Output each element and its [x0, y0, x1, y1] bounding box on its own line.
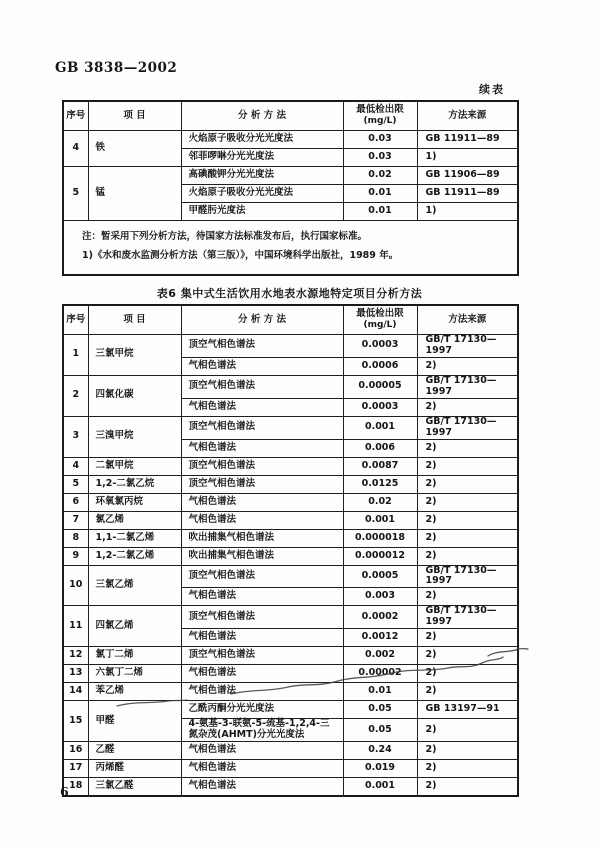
header-limit-unit: (mg/L)	[363, 116, 397, 127]
cell-item: 丙烯醛	[88, 760, 181, 778]
table-header-row	[63, 305, 518, 335]
cell-item: 锰	[88, 167, 181, 221]
cell-source: 2)	[417, 357, 518, 375]
table6	[62, 304, 519, 797]
cell-item: 乙醛	[88, 742, 181, 760]
cell-limit: 0.0006	[343, 357, 417, 375]
cell-limit: 0.0003	[343, 398, 417, 416]
cell-item: 三氯甲烷	[88, 335, 181, 376]
cell-method: 顶空气相色谱法	[181, 475, 343, 493]
cell-method: 火焰原子吸收分光光度法	[181, 185, 343, 203]
cell-item: 苯乙烯	[88, 683, 181, 701]
cell-item: 三氯乙醛	[88, 778, 181, 797]
cell-no: 9	[63, 547, 88, 565]
header-no: 序号	[63, 305, 88, 335]
cell-no: 11	[63, 606, 88, 647]
cell-method: 顶空气相色谱法	[181, 606, 343, 629]
cell-limit: 0.001	[343, 416, 417, 439]
cell-no: 14	[63, 683, 88, 701]
table-row	[63, 547, 518, 565]
cell-source: 1)	[417, 149, 518, 167]
cell-limit: 0.00005	[343, 375, 417, 398]
table-row	[63, 493, 518, 511]
cell-no: 17	[63, 760, 88, 778]
cell-item: 三溴甲烷	[88, 416, 181, 457]
cell-method: 顶空气相色谱法	[181, 335, 343, 358]
table-row	[63, 647, 518, 665]
header-source: 方法来源	[417, 101, 518, 131]
cell-limit: 0.01	[343, 203, 417, 221]
cell-item: 1,1-二氯乙烯	[88, 529, 181, 547]
cell-limit: 0.001	[343, 778, 417, 797]
cell-limit: 0.006	[343, 439, 417, 457]
cell-method: 4-氨基-3-联氨-5-巯基-1,2,4-三氮杂茂(AHMT)分光光度法	[181, 719, 343, 742]
table-row	[63, 335, 518, 358]
cell-limit: 0.24	[343, 742, 417, 760]
header-limit	[343, 101, 417, 131]
cell-item: 氯乙烯	[88, 511, 181, 529]
cell-no: 13	[63, 665, 88, 683]
table-row	[63, 511, 518, 529]
cell-no: 6	[63, 493, 88, 511]
table-row	[63, 742, 518, 760]
cell-limit: 0.01	[343, 683, 417, 701]
cell-item: 二氯甲烷	[88, 457, 181, 475]
cell-source: 2)	[417, 665, 518, 683]
cell-source: GB/T 17130—1997	[417, 606, 518, 629]
cell-method: 气相色谱法	[181, 398, 343, 416]
cell-method: 吹出捕集气相色谱法	[181, 547, 343, 565]
table-notes-row	[63, 221, 518, 276]
cell-method: 气相色谱法	[181, 760, 343, 778]
table-notes-cell	[63, 221, 518, 276]
cell-limit: 0.0003	[343, 335, 417, 358]
cell-method: 气相色谱法	[181, 683, 343, 701]
cell-method: 气相色谱法	[181, 778, 343, 797]
cell-source: 2)	[417, 588, 518, 606]
cell-source: 1)	[417, 203, 518, 221]
cell-source: 2)	[417, 398, 518, 416]
cell-limit: 0.05	[343, 719, 417, 742]
continued-table-label: 续表	[479, 83, 505, 96]
cell-source: 2)	[417, 475, 518, 493]
cell-source: 2)	[417, 719, 518, 742]
cell-item: 1,2-二氯乙烯	[88, 547, 181, 565]
cell-source: GB/T 17130—1997	[417, 375, 518, 398]
cell-item: 甲醛	[88, 701, 181, 742]
cell-item: 环氧氯丙烷	[88, 493, 181, 511]
table-row	[63, 606, 518, 629]
cell-limit: 0.03	[343, 149, 417, 167]
cell-limit: 0.02	[343, 493, 417, 511]
cell-no: 15	[63, 701, 88, 742]
cell-source: GB 11911—89	[417, 185, 518, 203]
cell-no: 1	[63, 335, 88, 376]
cell-limit: 0.00002	[343, 665, 417, 683]
cell-item: 铁	[88, 131, 181, 167]
table-row	[63, 375, 518, 398]
note-line: 1)《水和废水监测分析方法（第三版）》，中国环境科学出版社，1989 年。	[82, 249, 399, 261]
cell-method: 高碘酸钾分光光度法	[181, 167, 343, 185]
cell-no: 12	[63, 647, 88, 665]
cell-source: 2)	[417, 457, 518, 475]
cell-source: GB 11906—89	[417, 167, 518, 185]
table-row	[63, 778, 518, 797]
header-limit-unit: (mg/L)	[363, 320, 397, 331]
cell-method: 气相色谱法	[181, 665, 343, 683]
cell-source: 2)	[417, 493, 518, 511]
cell-limit: 0.03	[343, 131, 417, 149]
cell-limit: 0.001	[343, 511, 417, 529]
cell-item: 四氯乙烯	[88, 606, 181, 647]
cell-source: GB/T 17130—1997	[417, 416, 518, 439]
table-header-row	[63, 101, 518, 131]
cell-source: 2)	[417, 683, 518, 701]
cell-method: 气相色谱法	[181, 357, 343, 375]
cell-source: 2)	[417, 760, 518, 778]
cell-limit: 0.0005	[343, 565, 417, 588]
cell-source: 2)	[417, 742, 518, 760]
cell-method: 顶空气相色谱法	[181, 565, 343, 588]
cell-method: 气相色谱法	[181, 493, 343, 511]
table-row	[63, 416, 518, 439]
table-row	[63, 565, 518, 588]
table-row	[63, 665, 518, 683]
cell-method: 顶空气相色谱法	[181, 375, 343, 398]
cell-source: GB/T 17130—1997	[417, 335, 518, 358]
cell-method: 吹出捕集气相色谱法	[181, 529, 343, 547]
cell-source: GB 11911—89	[417, 131, 518, 149]
cell-method: 气相色谱法	[181, 588, 343, 606]
cell-method: 火焰原子吸收分光光度法	[181, 131, 343, 149]
header-limit	[343, 305, 417, 335]
cell-no: 4	[63, 457, 88, 475]
cell-no: 7	[63, 511, 88, 529]
cell-limit: 0.003	[343, 588, 417, 606]
cell-method: 顶空气相色谱法	[181, 457, 343, 475]
cell-limit: 0.0012	[343, 629, 417, 647]
cell-limit: 0.000012	[343, 547, 417, 565]
cell-method: 邻菲啰啉分光光度法	[181, 149, 343, 167]
cell-limit: 0.0125	[343, 475, 417, 493]
cell-method: 气相色谱法	[181, 439, 343, 457]
header-limit-main: 最低检出限	[356, 308, 404, 320]
table-row	[63, 475, 518, 493]
cell-source: 2)	[417, 529, 518, 547]
cell-item: 1,2-二氯乙烷	[88, 475, 181, 493]
cell-method: 气相色谱法	[181, 742, 343, 760]
cell-method: 气相色谱法	[181, 511, 343, 529]
cell-method: 气相色谱法	[181, 629, 343, 647]
table-row	[63, 760, 518, 778]
header-limit-main: 最低检出限	[356, 104, 404, 116]
cell-item: 氯丁二烯	[88, 647, 181, 665]
header-method: 分 析 方 法	[181, 101, 343, 131]
page-number: 6	[60, 784, 69, 799]
note-line: 注：暂采用下列分析方法，待国家方法标准发布后，执行国家标准。	[82, 231, 368, 242]
cell-limit: 0.019	[343, 760, 417, 778]
cell-no: 10	[63, 565, 88, 606]
cell-limit: 0.0002	[343, 606, 417, 629]
cell-source: 2)	[417, 647, 518, 665]
table-row	[63, 131, 518, 149]
cell-method: 甲醛肟光度法	[181, 203, 343, 221]
cell-source: 2)	[417, 547, 518, 565]
cell-source: 2)	[417, 511, 518, 529]
table-row	[63, 683, 518, 701]
cell-method: 顶空气相色谱法	[181, 416, 343, 439]
cell-source: 2)	[417, 629, 518, 647]
cell-no: 2	[63, 375, 88, 416]
cell-no: 8	[63, 529, 88, 547]
cell-source: 2)	[417, 778, 518, 797]
table6-title: 表6 集中式生活饮用水地表水源地特定项目分析方法	[156, 287, 423, 300]
cell-source: GB 13197—91	[417, 701, 518, 719]
document-code: GB 3838—2002	[55, 60, 178, 76]
cell-no: 16	[63, 742, 88, 760]
cell-source: GB/T 17130—1997	[417, 565, 518, 588]
cell-method: 顶空气相色谱法	[181, 647, 343, 665]
cell-limit: 0.000018	[343, 529, 417, 547]
cell-item: 三氯乙烯	[88, 565, 181, 606]
cell-item: 四氯化碳	[88, 375, 181, 416]
cell-limit: 0.05	[343, 701, 417, 719]
cell-limit: 0.02	[343, 167, 417, 185]
cell-no: 4	[63, 131, 88, 167]
cell-item: 六氯丁二烯	[88, 665, 181, 683]
table-row	[63, 167, 518, 185]
header-method: 分 析 方 法	[181, 305, 343, 335]
header-item: 项 目	[88, 305, 181, 335]
header-item: 项 目	[88, 101, 181, 131]
cell-limit: 0.0087	[343, 457, 417, 475]
cell-method: 乙酰丙酮分光光度法	[181, 701, 343, 719]
header-no: 序号	[63, 101, 88, 131]
cell-source: 2)	[417, 439, 518, 457]
table-row	[63, 701, 518, 719]
cell-limit: 0.002	[343, 647, 417, 665]
table-row	[63, 529, 518, 547]
cell-no: 18	[63, 778, 88, 797]
cell-no: 5	[63, 475, 88, 493]
cell-no: 5	[63, 167, 88, 221]
cell-no: 3	[63, 416, 88, 457]
table-row	[63, 457, 518, 475]
table-continued	[62, 100, 519, 276]
header-source: 方法来源	[417, 305, 518, 335]
cell-limit: 0.01	[343, 185, 417, 203]
